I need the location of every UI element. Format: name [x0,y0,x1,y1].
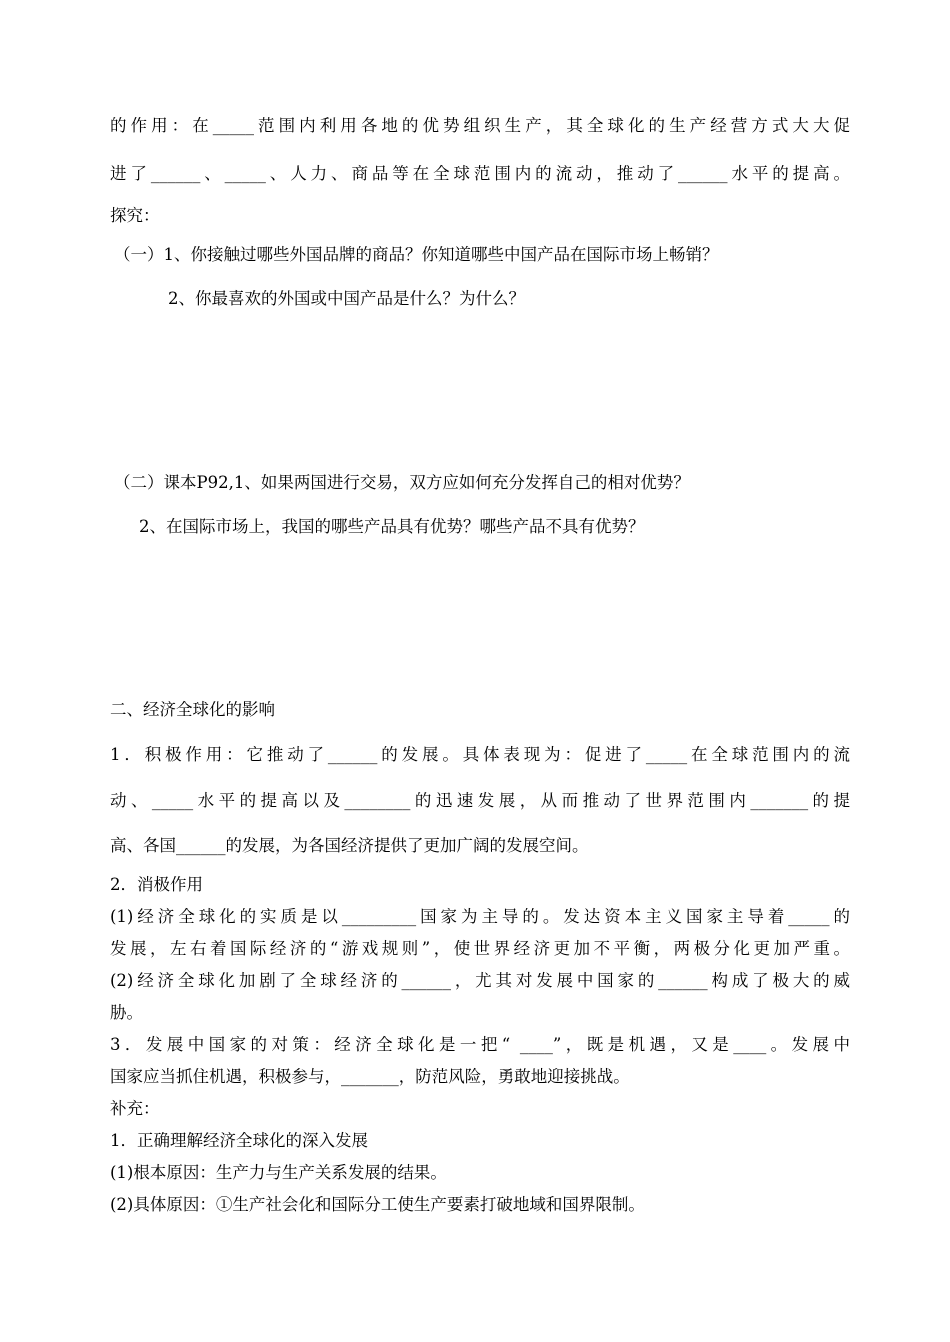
section-explore-heading: 探究： [110,206,160,225]
supplement-root-cause: (1)根本原因：生产力与生产关系发展的结果。 [110,1163,447,1182]
supplement-specific-cause: (2)具体原因：①生产社会化和国际分工使生产要素打破地域和国界限制。 [110,1195,645,1214]
negative-effect-item-2-line-2: 胁。 [110,1003,143,1022]
negative-effect-heading: 2．消极作用 [110,875,203,894]
supplement-heading: 补充： [110,1099,160,1118]
paragraph-role-line-2: 进了______、_____、人力、商品等在全球范围内的流动，推动了______水平的提高。 [110,164,850,183]
explore-two-question-2: 2、在国际市场上，我国的哪些产品具有优势？哪些产品不具有优势？ [139,517,645,536]
countermeasure-line-1: 3．发展中国家的对策：经济全球化是一把“ ____”，既是机遇，又是____。发展中 [110,1035,850,1054]
section-impact-heading: 二、经济全球化的影响 [110,700,275,719]
explore-one-question-2: 2、你最喜欢的外国或中国产品是什么？为什么？ [168,289,525,308]
paragraph-role-line-1: 的作用：在_____范围内利用各地的优势组织生产，其全球化的生产经营方式大大促 [110,116,850,135]
explore-one-question-1: （一）1、你接触过哪些外国品牌的商品？你知道哪些中国产品在国际市场上畅销？ [114,245,719,264]
supplement-item-1: 1．正确理解经济全球化的深入发展 [110,1131,368,1150]
negative-effect-item-1-line-2: 发展，左右着国际经济的“游戏规则”，使世界经济更加不平衡，两极分化更加严重。 [110,939,850,958]
negative-effect-item-2-line-1: (2)经济全球化加剧了全球经济的______，尤其对发展中国家的______构成了极大的威 [110,971,850,990]
countermeasure-line-2: 国家应当抓住机遇，积极参与，_______，防范风险，勇敢地迎接挑战。 [110,1067,630,1086]
positive-effect-line-1: 1．积极作用：它推动了______的发展。具体表现为：促进了_____在全球范围内的流 [110,745,850,764]
negative-effect-item-1-line-1: (1)经济全球化的实质是以_________国家为主导的。发达资本主义国家主导着_____的 [110,907,850,926]
explore-two-question-1: （二）课本P92,1、如果两国进行交易，双方应如何充分发挥自己的相对优势？ [114,473,690,492]
positive-effect-line-2: 动、_____水平的提高以及________的迅速发展，从而推动了世界范围内_______的提 [110,791,850,810]
positive-effect-line-3: 高、各国______的发展，为各国经济提供了更加广阔的发展空间。 [110,836,589,855]
